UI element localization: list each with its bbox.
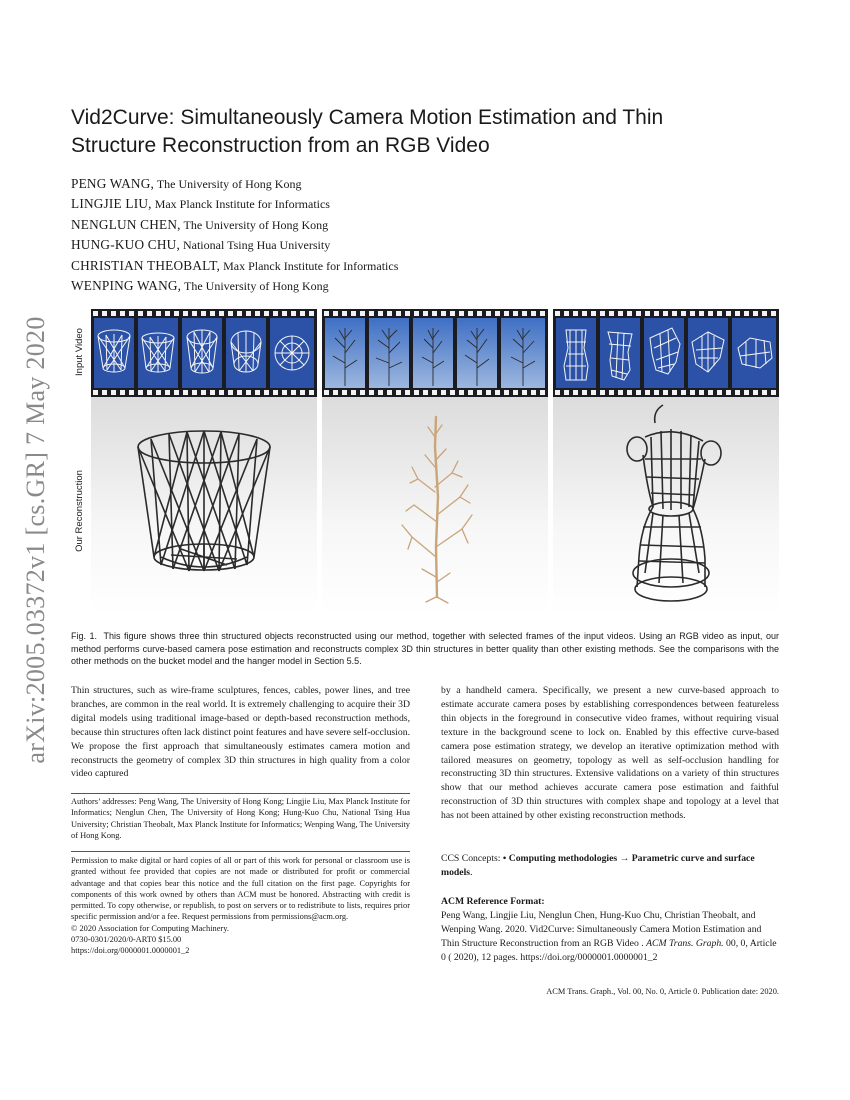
- tree-model: [322, 397, 548, 615]
- acm-reference-journal: ACM Trans. Graph.: [646, 937, 724, 949]
- reconstruction-bucket: [91, 397, 317, 615]
- mannequin-model: [553, 397, 779, 615]
- author-affiliation: The University of Hong Kong: [184, 279, 329, 294]
- author-list: [71, 174, 771, 296]
- paper-title: [71, 104, 771, 160]
- panel-bucket: [91, 309, 317, 615]
- addresses-divider: [71, 793, 410, 794]
- author-entry: [71, 215, 771, 235]
- ccs-label: CCS Concepts:: [441, 853, 501, 864]
- video-frame: [457, 318, 497, 388]
- mannequin-frame-image: [688, 318, 728, 388]
- teaser-figure: [71, 309, 779, 615]
- tree-frame-image: [413, 318, 453, 388]
- video-frame: [413, 318, 453, 388]
- bucket-frame-image: [182, 318, 222, 388]
- author-name: CHRISTIAN THEOBALT,: [71, 257, 221, 273]
- acm-reference-format: [441, 895, 779, 965]
- panel-tree: [322, 309, 548, 615]
- mannequin-frame-image: [556, 318, 596, 388]
- page-footer: ACM Trans. Graph., Vol. 00, No. 0, Article 0. Publication date: 2020.: [546, 987, 779, 996]
- ccs-end: .: [470, 866, 473, 878]
- permission-divider: [71, 851, 410, 852]
- video-frame: [94, 318, 134, 388]
- video-frame: [325, 318, 365, 388]
- author-affiliation: National Tsing Hua University: [182, 238, 331, 253]
- video-frame: [644, 318, 684, 388]
- author-name: PENG WANG,: [71, 176, 155, 191]
- author-name: LINGJIE LIU,: [71, 196, 152, 212]
- video-frame: [138, 318, 178, 388]
- abstract-left-column: Thin structures, such as wire-frame sculptures, fences, cables, power lines, and tree branches, are common in the real world. It is extremely challenging to acquire their 3D digital models using traditional image-based or depth-based reconstruction methods, because thin structures often lack distinct point features and have severe self-occlusion. We propose the first approach that simultaneously estimates camera motion and reconstructs the geometry of complex 3D thin structures in high quality from a color video captured: [71, 685, 410, 780]
- bucket-model: [91, 397, 317, 615]
- permission-text: Permission to make digital or hard copies of all or part of this work for personal or classroom use is granted without fee provided that copies are not made or distributed for profit or commercial advantage and that copies bear this notice and the full citation on the first page. Copyrights for components of this work owned by others than ACM must be honored. Abstracting with credit is permitted. To copy otherwise, or republish, to post on servers or to redistribute to lists, requires prior specific permission and/or a fee. Request permissions from permissions@acm.org.: [71, 856, 410, 922]
- author-entry: [71, 194, 771, 214]
- arxiv-stamp: arXiv:2005.03372v1 [cs.GR] 7 May 2020: [21, 316, 50, 764]
- mannequin-frame-image: [732, 318, 776, 388]
- reconstruction-mannequin: [553, 397, 779, 615]
- permission-block: [71, 855, 410, 957]
- reconstruction-tree: [322, 397, 548, 615]
- title-line-1: Vid2Curve: Simultaneously Camera Motion Estimation and Thin: [71, 106, 664, 129]
- author-name: WENPING WANG,: [71, 278, 182, 294]
- ccs-concept-list: • Computing methodologies → Parametric curve and surface models: [441, 853, 755, 878]
- film-strip-mannequin: [553, 309, 779, 397]
- bucket-frame-image: [226, 318, 266, 388]
- video-frame: [270, 318, 314, 388]
- doi-line: https://doi.org/0000001.0000001_2: [71, 946, 190, 956]
- acm-reference-heading: ACM Reference Format:: [441, 896, 545, 907]
- mannequin-frame-image: [644, 318, 684, 388]
- bucket-frame-image: [270, 318, 314, 388]
- author-name: HUNG-KUO CHU,: [71, 237, 180, 253]
- author-affiliation: Max Planck Institute for Informatics: [223, 258, 399, 273]
- author-entry: [71, 256, 771, 276]
- author-affiliation: The University of Hong Kong: [156, 177, 302, 191]
- row-label-reconstruction: Our Reconstruction: [74, 470, 85, 552]
- author-entry: [71, 276, 771, 296]
- author-affiliation: The University of Hong Kong: [183, 217, 329, 232]
- ccs-concepts: [441, 852, 779, 880]
- bucket-frame-image: [138, 318, 178, 388]
- acm-reference-citation: Peng Wang, Lingjie Liu, Nenglun Chen, Hung-Kuo Chu, Christian Theobalt, and Wenping Wang. 2020. Vid2Curve: Simultaneously Camera Motion Estimation and Thin Structure Reconstruction from an RGB Video .: [441, 909, 762, 949]
- author-entry: [71, 174, 771, 194]
- author-entry: [71, 235, 771, 255]
- video-frame: [501, 318, 545, 388]
- video-frame: [182, 318, 222, 388]
- caption-text: This figure shows three thin structured objects reconstructed using our method, together with selected frames of the input videos. Using an RGB video as input, our method performs curve-based camera pose estimation and reconstructs complex 3D thin structures in better quality than other existing methods. See the comparisons with the other methods on the bucket model and the hanger model in Section 5.5.: [71, 631, 779, 667]
- author-affiliation: Max Planck Institute for Informatics: [154, 197, 330, 212]
- video-frame: [732, 318, 776, 388]
- video-frame: [226, 318, 266, 388]
- author-name: NENGLUN CHEN,: [71, 216, 181, 232]
- video-frame: [600, 318, 640, 388]
- issn-line: 0730-0301/2020/0-ART0 $15.00: [71, 935, 182, 945]
- film-strip-tree: [322, 309, 548, 397]
- abstract-right-column: by a handheld camera. Specifically, we present a new curve-based approach to estimate accurate camera poses by establishing correspondences between featureless thin objects in the foreground in consecutive video frames, without requiring visual texture in the background scene to lock on. Enabled by this effective curve-based camera pose estimation strategy, we develop an iterative optimization method with tailored measures on geometry, topology as well as self-occlusion handling for reconstructing 3D thin structures. Extensive validations on a variety of thin structures show that our method achieves accurate camera pose estimation and faithful reconstruction of 3D thin structures with complex shape and topology at a level that has not been attained by other existing reconstruction methods.: [441, 685, 779, 822]
- video-frame: [556, 318, 596, 388]
- video-frame: [369, 318, 409, 388]
- author-addresses: Authors’ addresses: Peng Wang, The University of Hong Kong; Lingjie Liu, Max Planck Institute for Informatics; Nenglun Chen, The University of Hong Kong; Hung-Kuo Chu, National Tsing Hua University; Christian Theobalt, Max Planck Institute for Informatics; Wenping Wang, The University of Hong Kong.: [71, 797, 410, 840]
- panel-mannequin: [553, 309, 779, 615]
- tree-frame-image: [325, 318, 365, 388]
- mannequin-frame-image: [600, 318, 640, 388]
- figure-caption: [71, 630, 779, 668]
- row-label-input-video: Input Video: [74, 328, 85, 376]
- caption-label: Fig. 1.: [71, 631, 98, 641]
- tree-frame-image: [501, 318, 545, 388]
- acm-reference-details: 00, 0, Article 0 ( 2020), 12 pages. https://doi.org/0000001.0000001_2: [441, 937, 777, 963]
- bucket-frame-image: [94, 318, 134, 388]
- film-strip-bucket: [91, 309, 317, 397]
- title-line-2: Structure Reconstruction from an RGB Video: [71, 134, 490, 157]
- tree-frame-image: [369, 318, 409, 388]
- tree-frame-image: [457, 318, 497, 388]
- video-frame: [688, 318, 728, 388]
- copyright-line: © 2020 Association for Computing Machinery.: [71, 923, 229, 933]
